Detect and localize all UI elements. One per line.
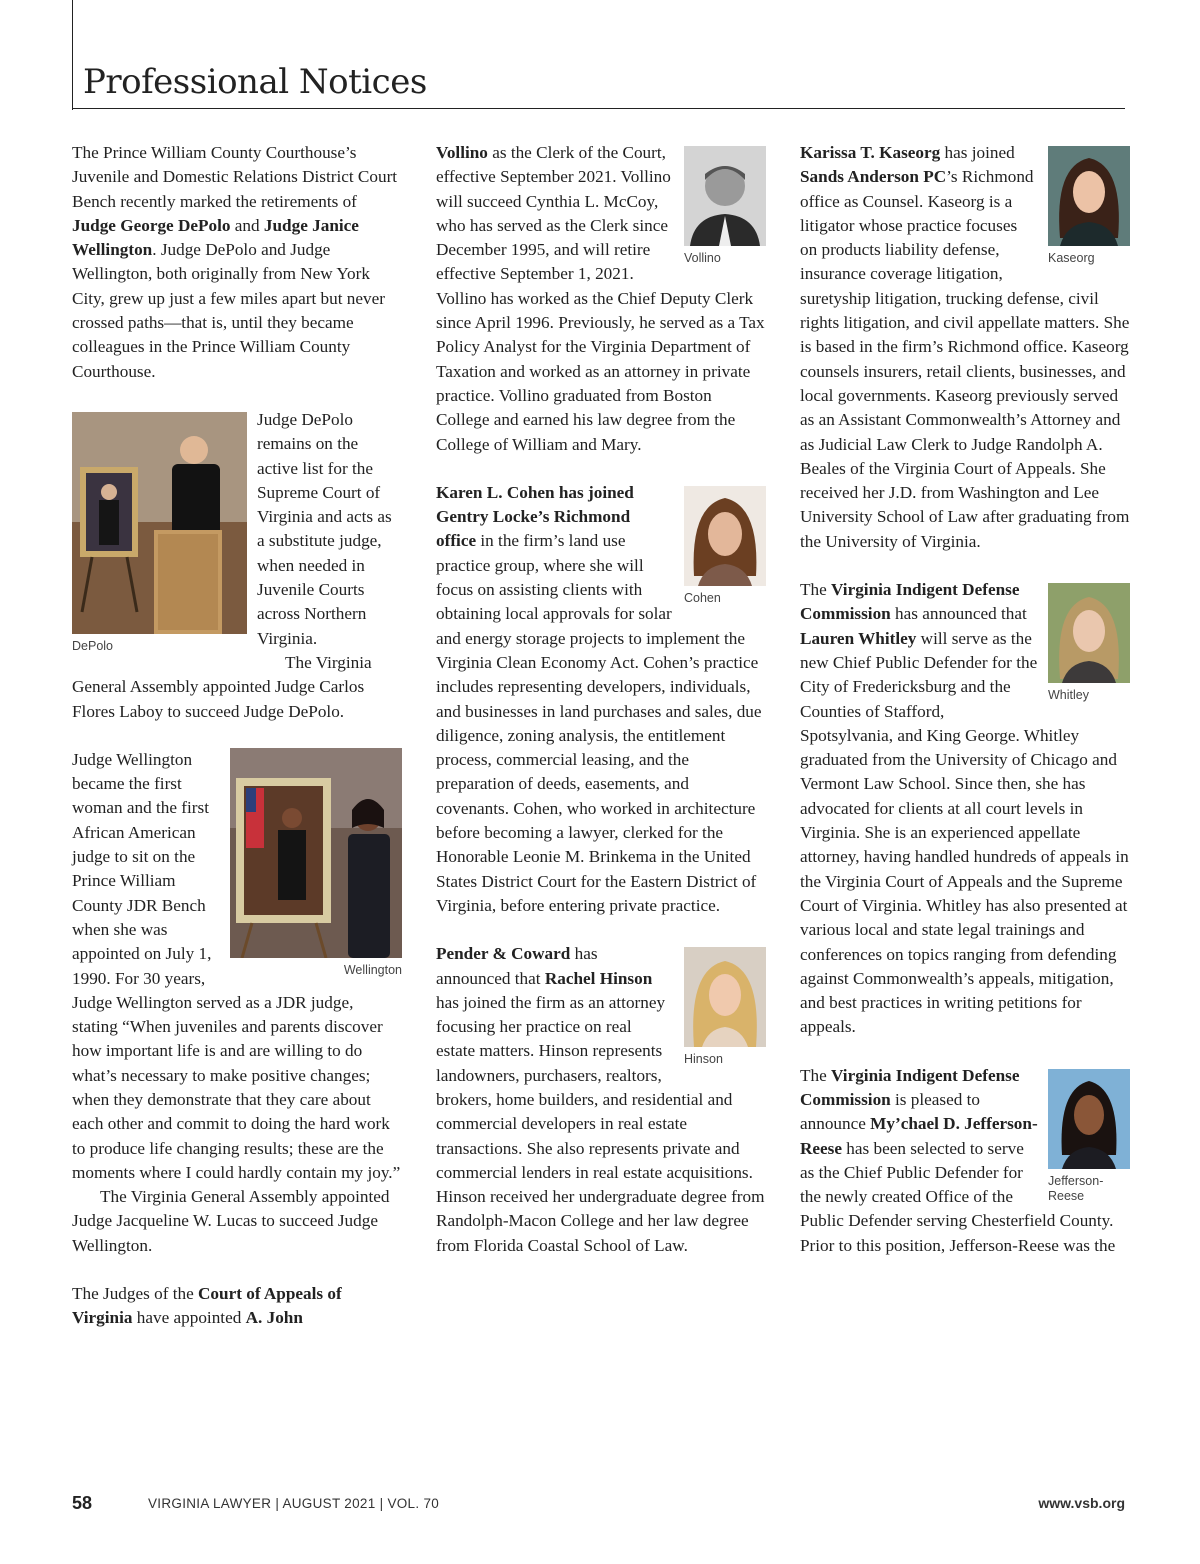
text-run: in the firm’s land use practice group, where she will focus on assisting clients with obtaining local approvals for solar and energy storage projects to implement the Virginia Clean Economy Act. Cohen’s practice includes representing developers, individuals, and businesses in land purchases and sales, due diligence, zoning analysis, the entitlement process, commercial leasing, and the preparation of deeds, easements, and covenants. Cohen, who worked in architecture before becoming a lawyer, clerked for the Honorable Leonie M. Brinkema in the United States District Court for the Eastern District of Virginia, before entering private practice. — [436, 531, 762, 915]
name-kaseorg: Karissa T. Kaseorg — [800, 143, 941, 162]
name-sands-anderson: Sands Anderson PC — [800, 167, 947, 187]
article-depolo-successor: The Virginia General Assembly appointed Judge Carlos Flores Laboy to succeed Judge DePolo. — [72, 652, 372, 721]
header-horizontal-rule — [72, 108, 1125, 109]
name-court-of-appeals: Court of Appeals of Virginia — [72, 1284, 342, 1328]
text-run: has joined the firm as an attorney focusing her practice on real estate matters. Hinson represents landowners, purchasers, realtors, brokers, home builders, and residential and commercial developers in real estate transactions. She also represents private and commercial lenders in real estate acquisitions. Hinson received her undergraduate degree from Randolph-Macon College and her law degree from Florida Coastal School of Law. — [436, 992, 765, 1255]
photo-jefferson-reese — [1048, 1069, 1130, 1169]
photo-whitley — [1048, 583, 1130, 683]
photo-cohen — [684, 486, 766, 586]
text-run: has announced that — [890, 604, 1027, 624]
name-vollino: A. John — [245, 1308, 303, 1328]
text-run: is pleased to announce — [800, 1089, 980, 1134]
magazine-issue: VIRGINIA LAWYER | AUGUST 2021 | VOL. 70 — [148, 1496, 440, 1511]
page-title: Professional Notices — [83, 62, 427, 102]
name-whitley: Lauren Whitley — [800, 628, 917, 648]
text-run: has joined — [940, 143, 1015, 162]
text-run: and — [230, 215, 264, 235]
caption-vollino: Vollino — [684, 251, 721, 265]
photo-vollino — [684, 146, 766, 246]
name-vidc: Virginia Indigent Defense Commission — [800, 1065, 1020, 1109]
column-1 — [72, 141, 402, 1331]
text-run: The Prince William County Courthouse’s Juvenile and Domestic Relations District Court Bench recently marked the retirements of — [72, 143, 398, 211]
text-run: The — [800, 1065, 832, 1085]
name-hinson: Rachel Hinson — [544, 968, 653, 988]
figure-whitley — [1048, 583, 1130, 703]
caption-wellington: Wellington — [343, 962, 402, 977]
column-2 — [436, 141, 766, 1258]
text-run: has announced that — [436, 944, 598, 988]
name-vidc: Virginia Indigent Defense Commission — [800, 580, 1020, 624]
text-run: will serve as the new Chief Public Defender for the City of Fredericksburg and the Counties of Stafford, Spotsylvania, and King George. Whitley graduated from the University of Chicago and Vermont Law School. Since then, she has advocated for clients at all court levels in Virginia. She is an experienced appellate attorney, having handled hundreds of appeals in the Virginia Court of Appeals and the Supreme Court of Virginia. Whitley has also presented at various local and state legal trainings and conferences on topics ranging from defending against Commonwealth’s appeals, mitigation, and best practices in writing petitions for appeals. — [800, 628, 1129, 1037]
article-wellington-successor: The Virginia General Assembly appointed Judge Jacqueline W. Lucas to succeed Judge Wellington. — [72, 1187, 390, 1255]
text-run: as the Clerk of the Court, effective September 2021. Vollino will succeed Cynthia L. McCoy, who has served as the Clerk since December 1995, and will retire effective September 1, 2021. Vollino has worked as the Chief Deputy Clerk since April 1996. Previously, he served as a Tax Policy Analyst for the Virginia Department of Taxation and worked as an attorney in private practice. Vollino graduated from Boston College and earned his law degree from the College of William and Mary. — [436, 143, 765, 454]
caption-depolo: DePolo — [72, 638, 113, 653]
header-vertical-rule — [72, 0, 73, 110]
article-depolo-wellington-intro — [72, 141, 402, 384]
page-footer — [72, 1493, 1125, 1517]
figure-jefferson-reese — [1048, 1069, 1130, 1204]
name-jefferson-reese: My’chael D. Jefferson-Reese — [800, 1114, 1038, 1158]
caption-whitley: Whitley — [1048, 688, 1089, 703]
text-run: The Judges of the — [72, 1284, 199, 1304]
text-run: have appointed — [132, 1308, 246, 1328]
photo-kaseorg — [1048, 146, 1130, 246]
figure-kaseorg — [1048, 146, 1130, 266]
name-depolo: Judge George DePolo — [72, 215, 231, 235]
caption-jefferson-reese: Jefferson-Reese — [1048, 1173, 1104, 1203]
photo-hinson — [684, 947, 766, 1047]
column-3 — [800, 141, 1130, 1258]
text-run: ’s Richmond office as Counsel. Kaseorg is a litigator whose practice focuses on products liability defense, insurance coverage litigation, suretyship litigation, trucking defense, civil rights litigation, and civil appellate matters. She is based in the firm’s Richmond office. Kaseorg counsels insurers, retail clients, businesses, and local governments. Kaseorg previously served as an Assistant Commonwealth’s Attorney and as Judicial Law Clerk to Judge Randolph A. Beales of the Virginia Court of Appeals. She received her J.D. from Washington and Lee University School of Law after graduating from the University of Virginia. — [800, 167, 1130, 551]
name-cohen: Karen L. Cohen has joined Gentry Locke’s Richmond office — [436, 482, 634, 551]
photo-wellington — [230, 748, 402, 958]
website-link[interactable]: www.vsb.org — [1038, 1495, 1125, 1511]
caption-hinson: Hinson — [684, 1052, 723, 1067]
figure-vollino — [684, 146, 766, 266]
text-run: . Judge DePolo and Judge Wellington, both originally from New York City, grew up just a few miles apart but never crossed paths—that is, until they became colleagues in the Prince William County Courthouse. — [72, 240, 385, 381]
page-header — [72, 0, 1125, 110]
figure-hinson — [684, 947, 766, 1067]
photo-depolo — [72, 412, 247, 634]
page-number: 58 — [72, 1493, 93, 1513]
caption-kaseorg: Kaseorg — [1048, 251, 1095, 265]
text-run: The — [800, 580, 832, 600]
text-run: has been selected to serve as the Chief Public Defender for the newly created Office of the Public Defender serving Chesterfield County. Prior to this position, Jefferson-Reese was the — [800, 1138, 1116, 1255]
article-vollino-intro — [72, 1282, 402, 1331]
figure-depolo — [72, 412, 247, 654]
name-pender-coward: Pender & Coward — [436, 944, 571, 964]
figure-wellington — [230, 748, 402, 978]
name-wellington: Judge Janice Wellington — [72, 215, 359, 260]
figure-cohen — [684, 486, 766, 606]
article-depolo-status: Judge DePolo remains on the active list for the Supreme Court of Virginia and acts as a substitute judge, when needed in Juvenile Courts across Northern Virginia. — [257, 409, 392, 648]
caption-cohen: Cohen — [684, 590, 721, 605]
name-vollino: Vollino — [436, 143, 488, 162]
article-wellington: Judge Wellington became the first woman and the first African American judge to sit on the Prince William County JDR Bench when she was appointed on July 1, 1990. For 30 years, Judge Wellington served as a JDR judge, stating “When juveniles and parents discover how important life is and are willing to do what’s necessary to make positive changes; when they demonstrate that they care about each other and commit to doing the hard work to produce life changing results; these are the moments where I could hardly contain my joy.” — [72, 749, 401, 1182]
